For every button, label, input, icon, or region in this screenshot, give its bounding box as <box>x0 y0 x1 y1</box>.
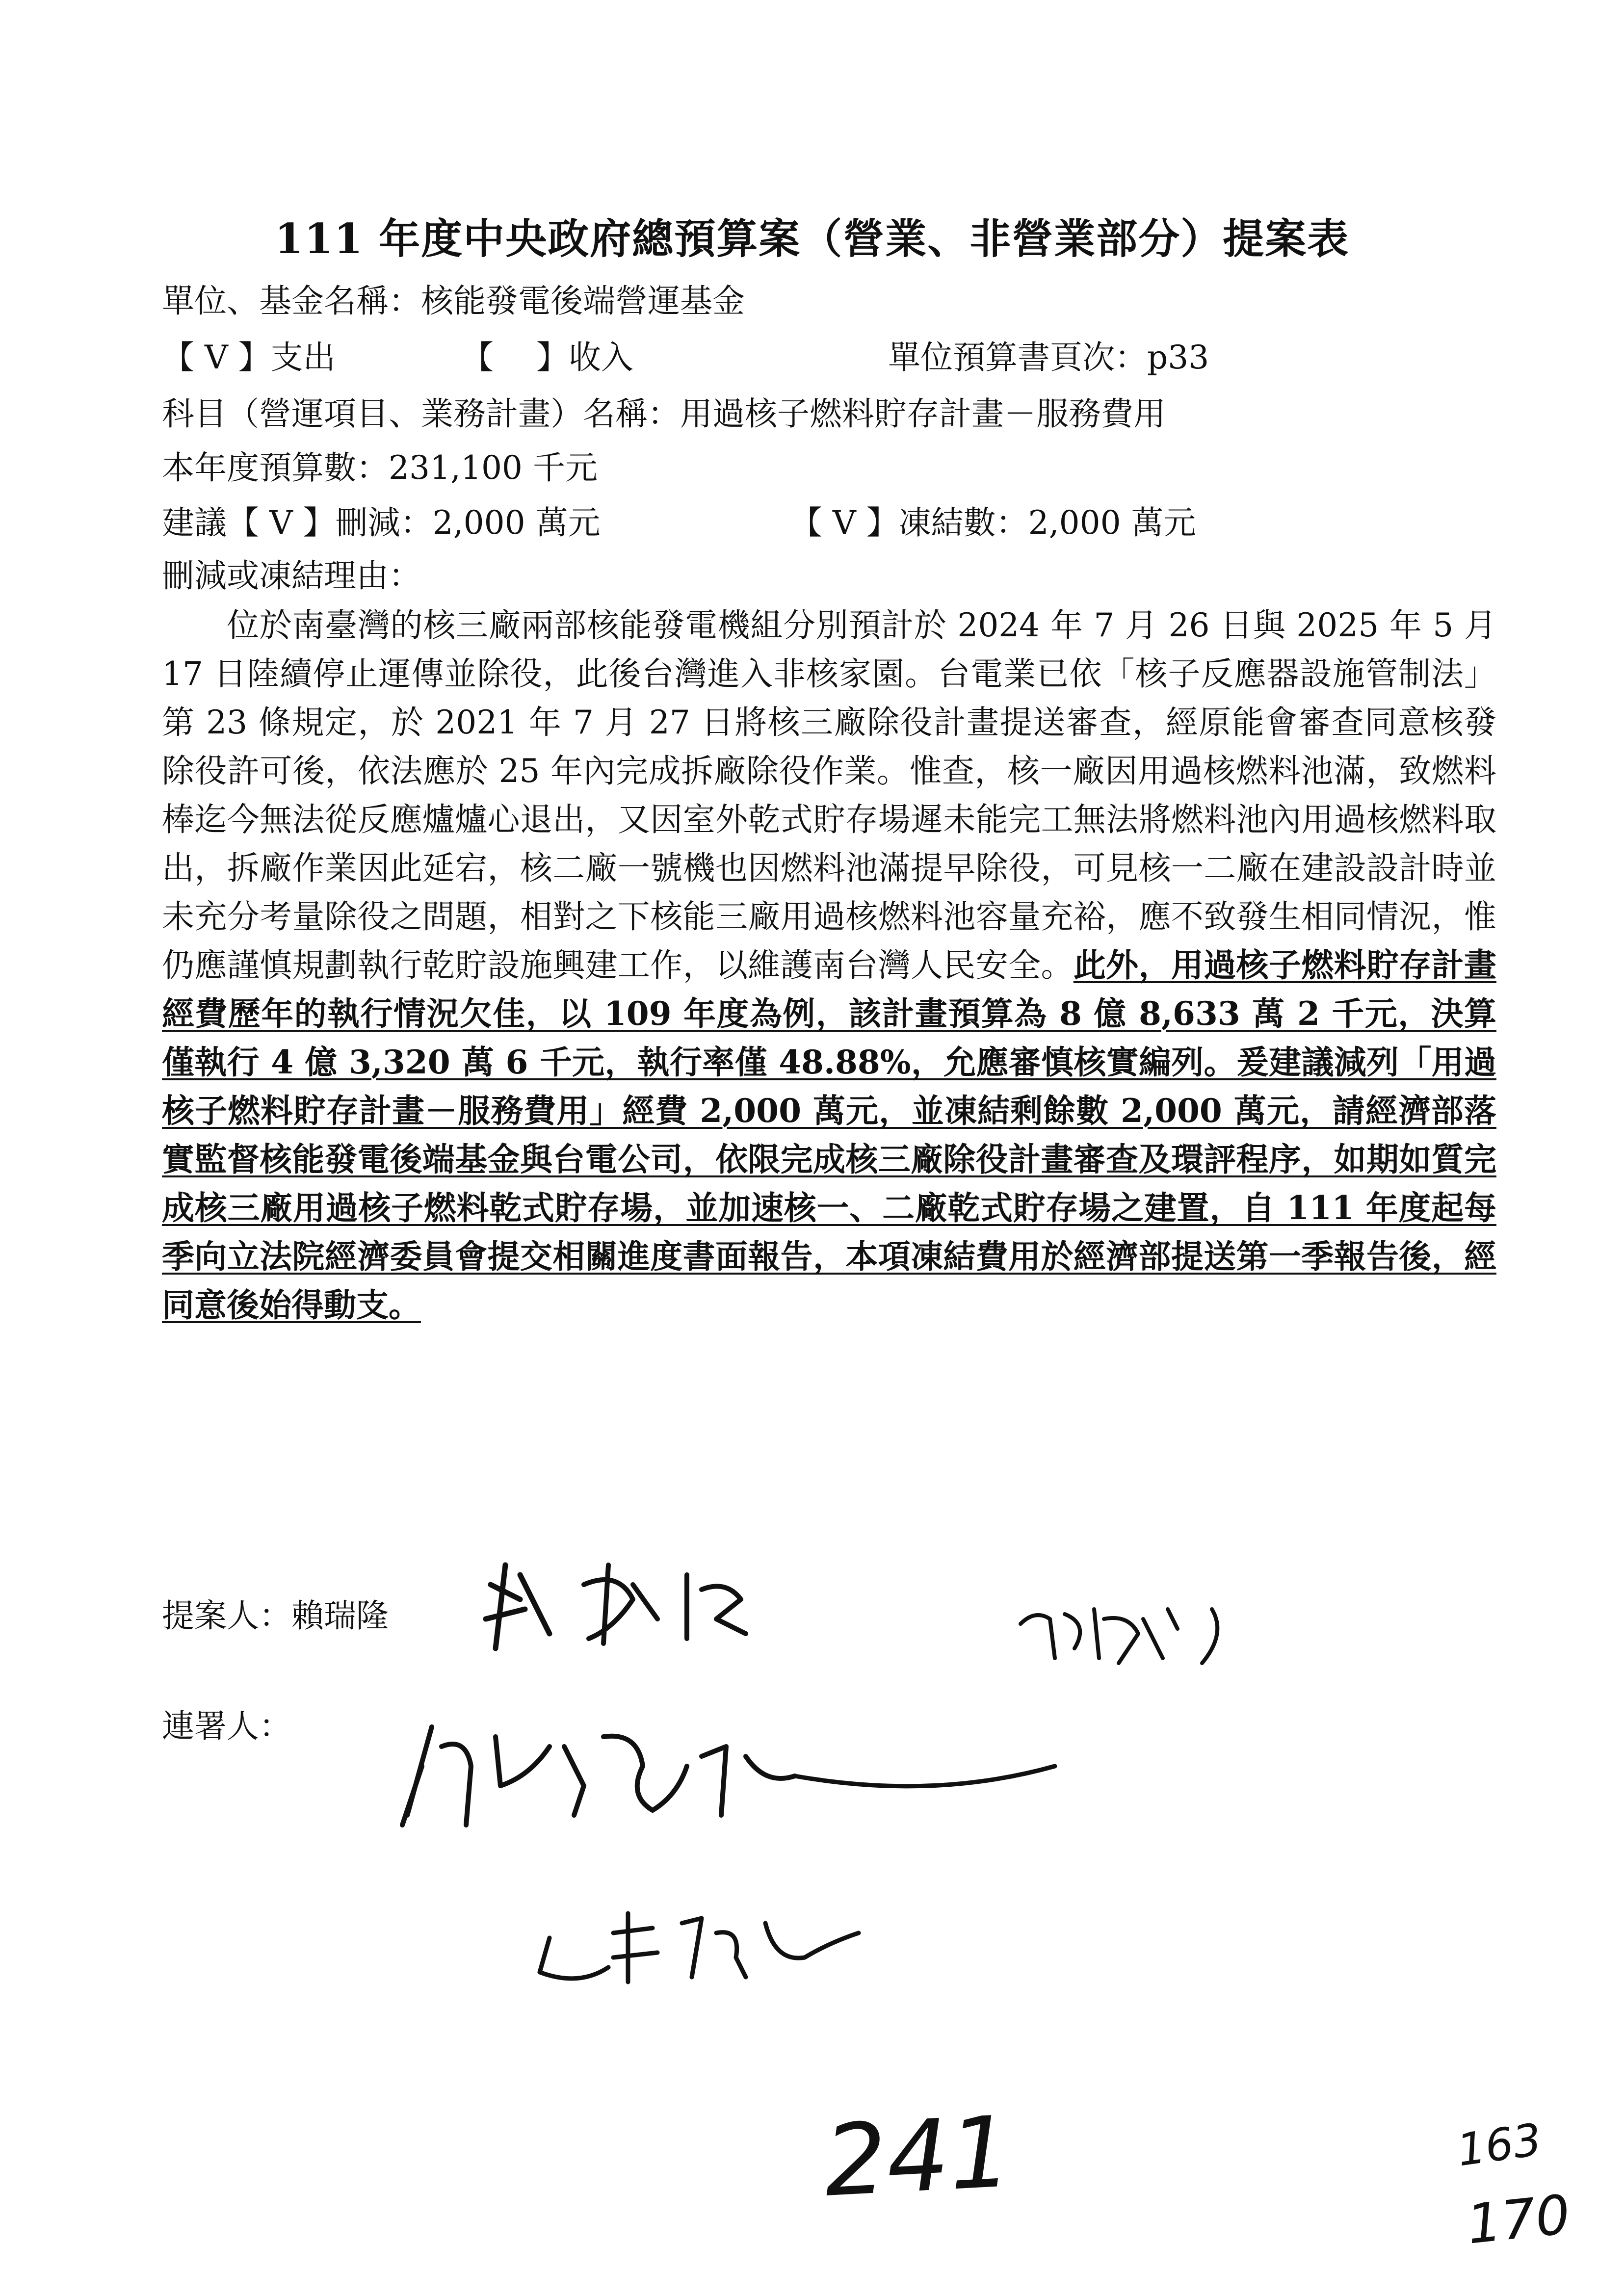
signature-cosigner-2 <box>402 1727 1055 1825</box>
expense-checkbox: 【 V 】支出 <box>162 339 336 376</box>
income-checkbox: 【 】收入 <box>461 339 633 376</box>
reason-text: 位於南臺灣的核三廠兩部核能發電機組分別預計於 2024 年 7 月 26 日與 2025 年 5 月 17 日陸續停止運傳並除役，此後台灣進入非核家園。台電業已依「核子反應器設施管制法」第 23 條規定，於 2021 年 7 月 27 日將核三廠除役計畫提送審查，經原能會審查同意核發除役許可後，依法應於 25 年內完成拆廠除役作業。惟查，核一廠因用過核燃料池滿，致燃料棒迄今無法從反應爐爐心退出，又因室外乾式貯存場遲未能完工無法將燃料池內用過核燃料取出，拆廠作業因此延宕，核二廠一號機也因燃料池滿提早除役，可見核一二廠在建設設計時並未充分考量除役之問題，相對之下核能三廠用過核燃料池容量充裕，應不致發生相同情況，惟仍應謹慎規劃執行乾貯設施興建工作，以維護南台灣人民安全。 <box>162 606 1496 984</box>
handwritten-page-number: 241 <box>821 2095 1015 2219</box>
margin-number-1: 163 <box>1454 2113 1545 2177</box>
subject-name: 科目（營運項目、業務計畫）名稱：用過核子燃料貯存計畫－服務費用 <box>162 395 1166 433</box>
cut-amount: 建議【 V 】刪減：2,000 萬元 <box>162 504 601 542</box>
signature-proposer <box>486 1565 746 1648</box>
margin-number-2: 170 <box>1464 2183 1573 2256</box>
page-title: 111 年度中央政府總預算案（營業、非營業部分）提案表 <box>274 214 1350 263</box>
budget-page-number: 單位預算書頁次：p33 <box>888 339 1209 376</box>
signature-cosigner-3 <box>540 1913 859 1982</box>
signature-cosigner-1 <box>1021 1609 1217 1663</box>
reason-label: 刪減或凍結理由： <box>162 557 421 595</box>
proposer-label: 提案人：賴瑞隆 <box>162 1597 389 1635</box>
unit-fund-name: 單位、基金名稱：核能發電後端營運基金 <box>162 282 745 320</box>
budget-amount: 本年度預算數：231,100 千元 <box>162 449 598 487</box>
reason-emphasis: 此外，用過核子燃料貯存計畫經費歷年的執行情況欠佳，以 109 年度為例，該計畫預算為 8 億 8,633 萬 2 千元，決算僅執行 4 億 3,320 萬 6 千元，執行率僅 48.88%，允應審慎核實編列。爰建議減列「用過核子燃料貯存計畫－服務費用」經費 2,000 萬元，並凍結剩餘數 2,000 萬元，請經濟部落實監督核能發電後端基金與台電公司，依限完成核三廠除役計畫審查及環評程序，如期如質完成核三廠用過核子燃料乾式貯存場，並加速核一、二廠乾式貯存場之建置，自 111 年度起每季向立法院經濟委員會提交相關進度書面報告，本項凍結費用於經濟部提送第一季報告後，經同意後始得動支。 <box>162 946 1497 1324</box>
freeze-amount: 【 V 】凍結數：2,000 萬元 <box>790 504 1196 542</box>
cosigner-label: 連署人： <box>162 1707 291 1745</box>
